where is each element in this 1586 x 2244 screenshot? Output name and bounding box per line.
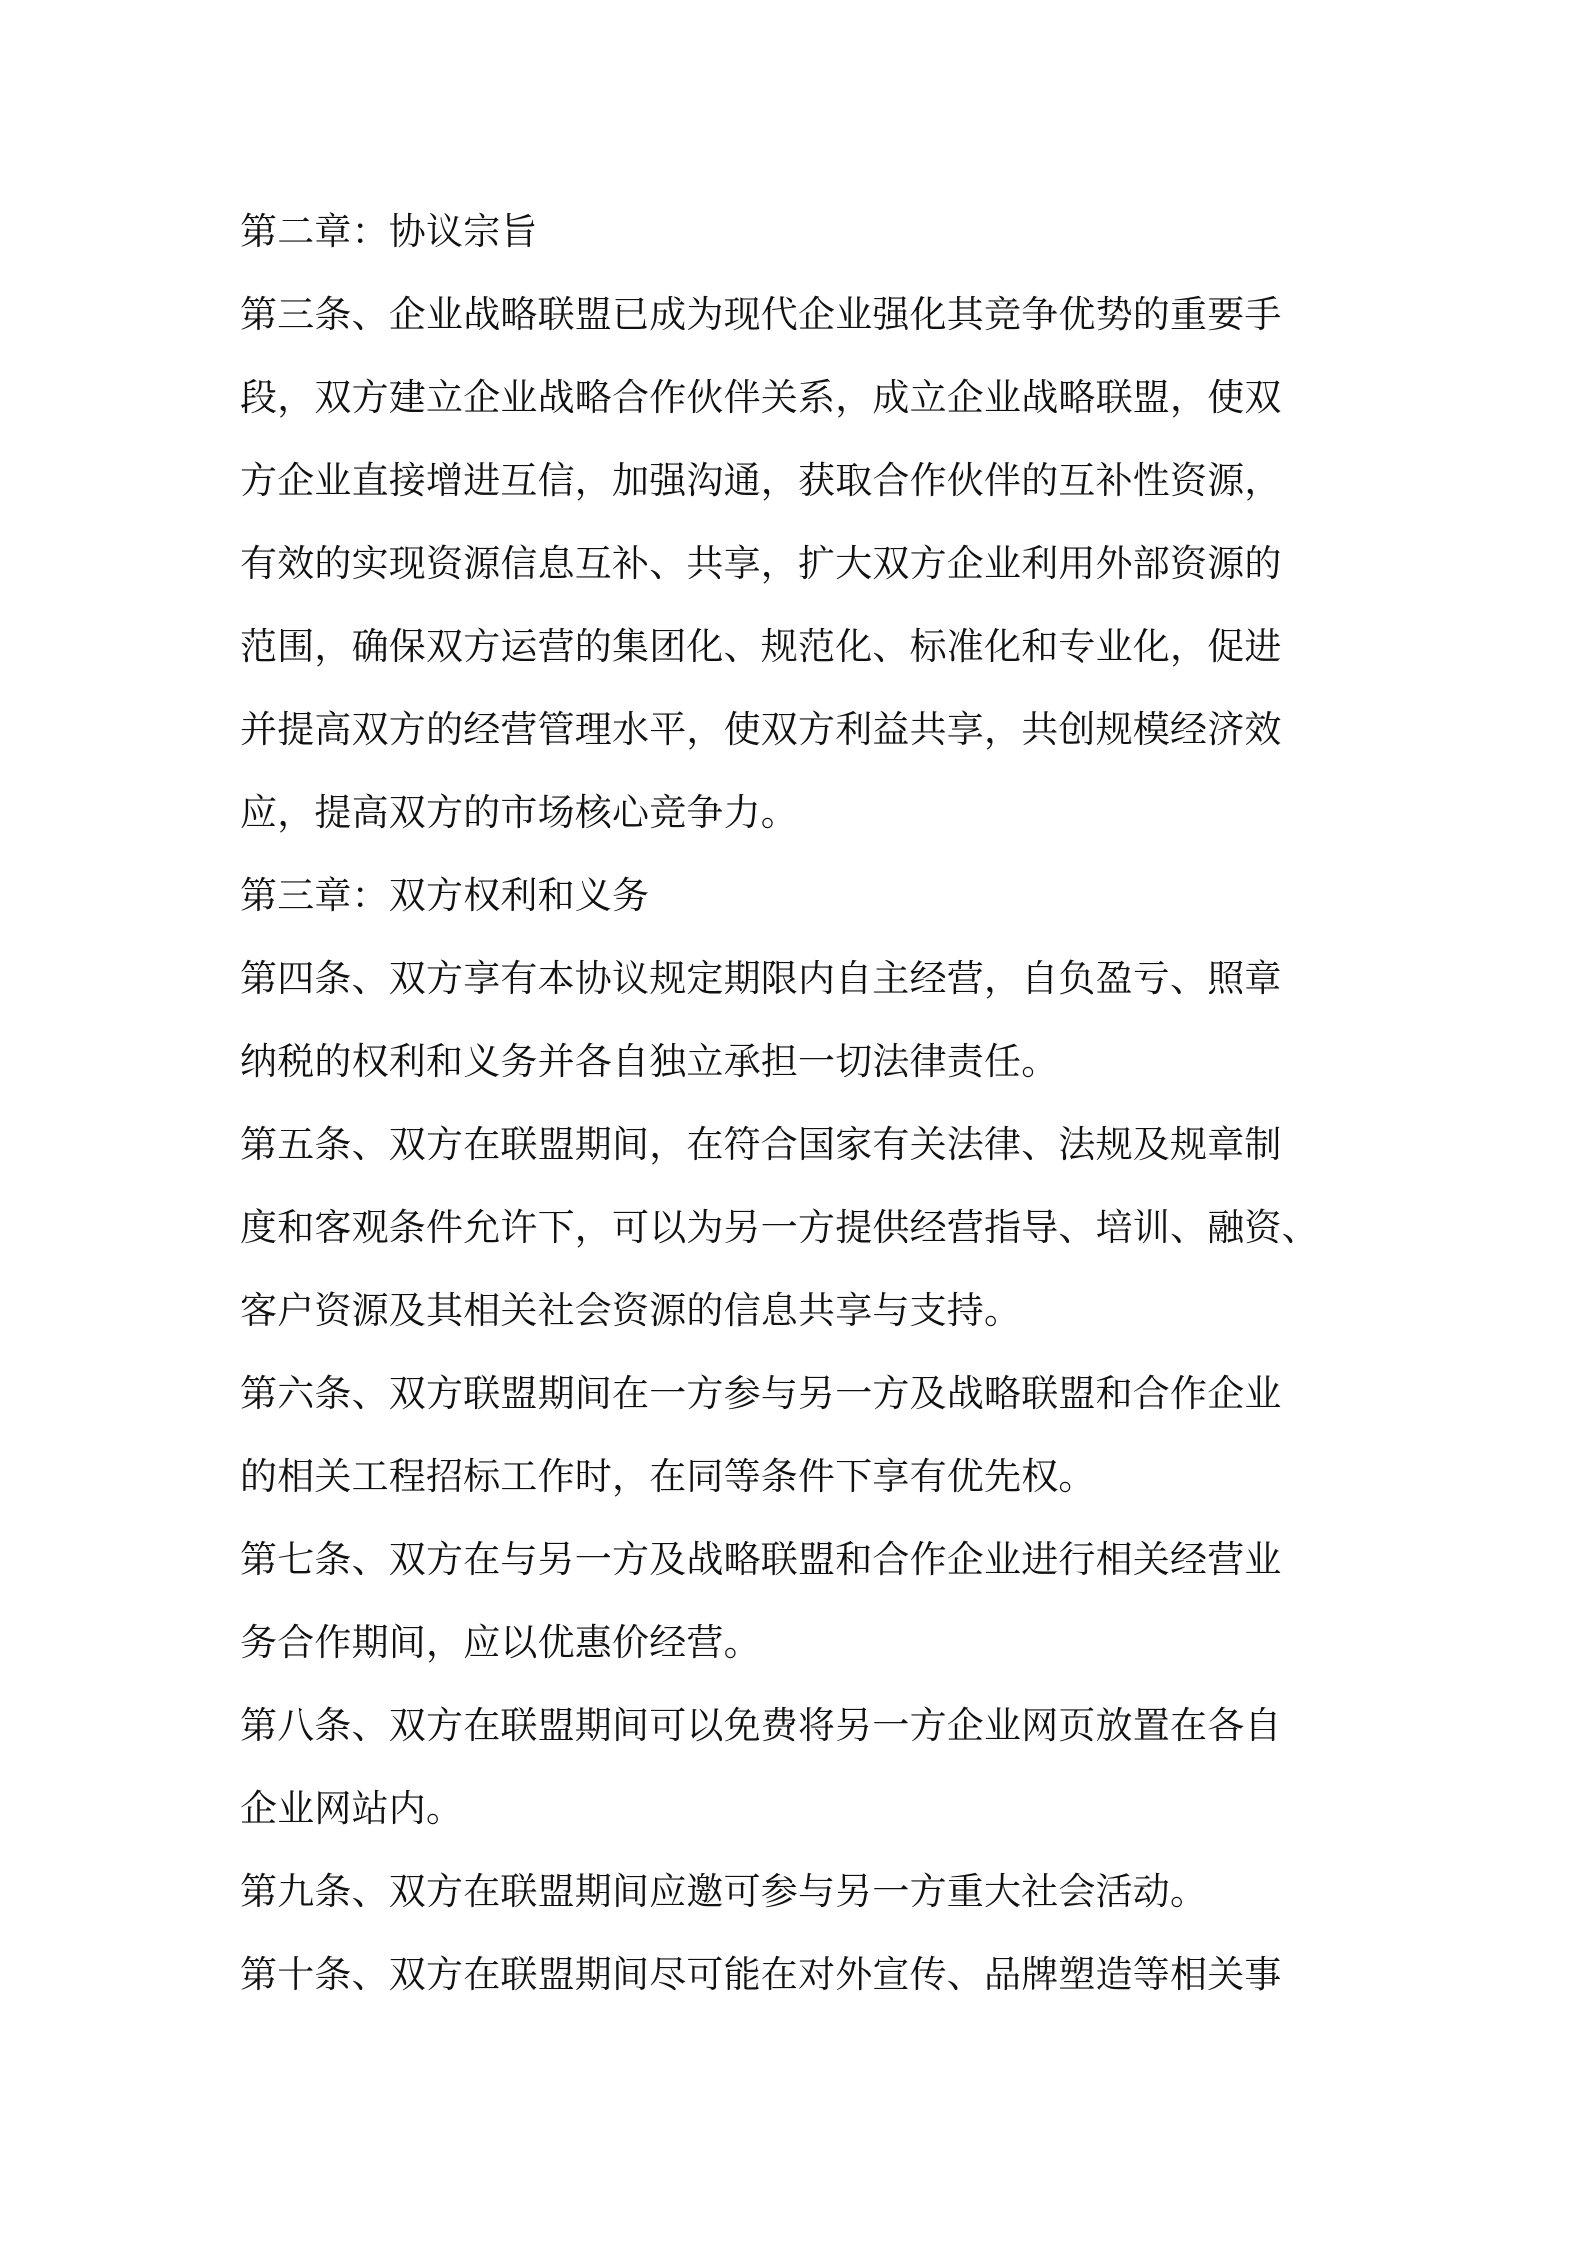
article-8-line-1: 第八条、双方在联盟期间可以免费将另一方企业网页放置在各自: [240, 1704, 1282, 1747]
article-10-line-1: 第十条、双方在联盟期间尽可能在对外宣传、品牌塑造等相关事: [240, 1953, 1282, 1996]
article-3-line-4: 有效的实现资源信息互补、共享，扩大双方企业利用外部资源的: [240, 542, 1282, 585]
chapter-2-heading: 第二章：协议宗旨: [240, 210, 538, 253]
article-3-line-2: 段，双方建立企业战略合作伙伴关系，成立企业战略联盟，使双: [240, 376, 1282, 419]
article-3-line-1: 第三条、企业战略联盟已成为现代企业强化其竞争优势的重要手: [240, 293, 1282, 336]
article-9-line-1: 第九条、双方在联盟期间应邀可参与另一方重大社会活动。: [240, 1870, 1208, 1913]
chapter-3-heading: 第三章：双方权利和义务: [240, 874, 650, 917]
article-3-line-6: 并提高双方的经营管理水平，使双方利益共享，共创规模经济效: [240, 708, 1282, 751]
article-6-line-2: 的相关工程招标工作时，在同等条件下享有优先权。: [240, 1455, 1096, 1498]
article-4-line-2: 纳税的权利和义务并各自独立承担一切法律责任。: [240, 1040, 1059, 1083]
article-5-line-1: 第五条、双方在联盟期间，在符合国家有关法律、法规及规章制: [240, 1123, 1282, 1166]
article-8-line-2: 企业网站内。: [240, 1787, 464, 1830]
article-3-line-3: 方企业直接增进互信，加强沟通，获取合作伙伴的互补性资源，: [240, 459, 1282, 502]
article-5-line-3: 客户资源及其相关社会资源的信息共享与支持。: [240, 1289, 1022, 1332]
article-3-line-5: 范围，确保双方运营的集团化、规范化、标准化和专业化，促进: [240, 625, 1282, 668]
article-3-line-7: 应，提高双方的市场核心竞争力。: [240, 791, 798, 834]
document-body: [240, 190, 1360, 2016]
article-6-line-1: 第六条、双方联盟期间在一方参与另一方及战略联盟和合作企业: [240, 1372, 1282, 1415]
article-4-line-1: 第四条、双方享有本协议规定期限内自主经营，自负盈亏、照章: [240, 957, 1282, 1000]
article-5-line-2: 度和客观条件允许下，可以为另一方提供经营指导、培训、融资、: [240, 1206, 1319, 1249]
article-7-line-1: 第七条、双方在与另一方及战略联盟和合作企业进行相关经营业: [240, 1538, 1282, 1581]
article-7-line-2: 务合作期间，应以优惠价经营。: [240, 1621, 761, 1664]
